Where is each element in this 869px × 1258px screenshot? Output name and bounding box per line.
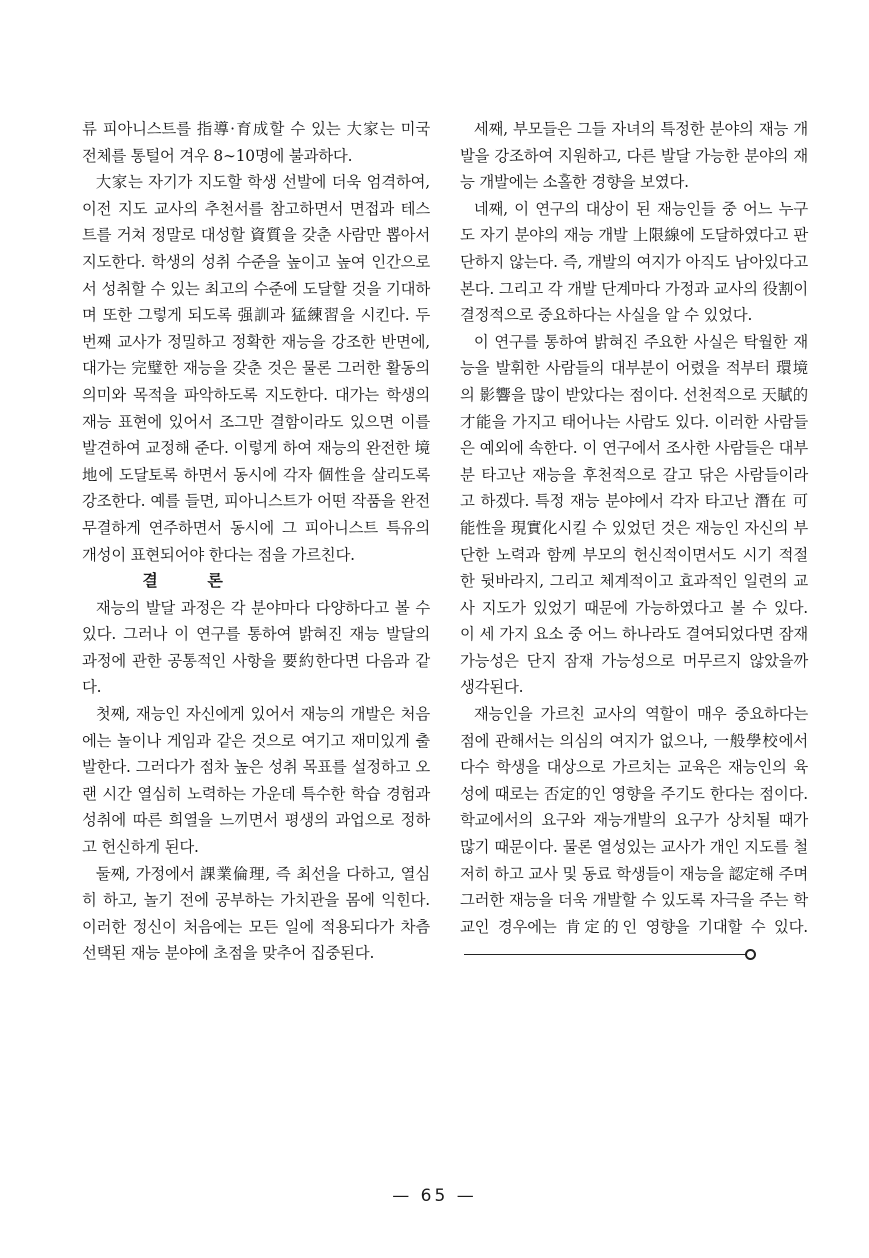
paragraph: 네째, 이 연구의 대상이 된 재능인들 중 어느 누구도 자기 분야의 재능 개발 上限線에 도달하였다고 판단하지 않는다. 즉, 개발의 여지가 아직도 남아있다고 본다. 그리고 각 개발 단계마다 가정과 교사의 役割이 결정적으로 중요하다는 사실을 알 수 있었다. <box>460 199 808 325</box>
left-column <box>82 116 430 967</box>
right-column <box>460 116 808 967</box>
end-rule <box>464 954 746 955</box>
paragraph: 둘째, 가정에서 課業倫理, 즉 최선을 다하고, 열심히 하고, 놀기 전에 공부하는 가치관을 몸에 익힌다. 이러한 정신이 처음에는 모든 일에 적용되다가 차츰 선택된 재능 분야에 초점을 맞추어 집중된다. <box>82 864 430 963</box>
paragraph: 류 피아니스트를 指導·育成할 수 있는 大家는 미국 전체를 통털어 겨우 8∼10명에 불과하다. <box>82 120 430 165</box>
paragraph-text: 재능인을 가르친 교사의 역할이 매우 중요하다는 점에 관해서는 의심의 여지가 없으나, 一般學校에서 다수 학생을 대상으로 가르치는 교육은 재능인의 육성에 때로는 否定的인 영향을 주기도 한다는 점이다. 학교에서의 요구와 재능개발의 요구가 상치될 때가 많기 때문이다. 물론 열성있는 교사가 개인 지도를 철저히 하고 교사 및 동료 학생들이 재능을 認定해 주며 그러한 재능을 더욱 개발할 수 있도록 자극을 주는 학교인 경우에는 肯定的인 영향을 기대할 수 있다. <box>460 705 808 936</box>
paragraph: 세째, 부모들은 그들 자녀의 특정한 분야의 재능 개발을 강조하여 지원하고, 다른 발달 가능한 분야의 재능 개발에는 소홀한 경향을 보였다. <box>460 120 808 192</box>
end-circle-icon <box>745 949 756 960</box>
paragraph <box>460 701 808 967</box>
section-heading: 결 론 <box>142 571 245 591</box>
paragraph: 이 연구를 통하여 밝혀진 주요한 사실은 탁월한 재능을 발휘한 사람들의 대부분이 어렸을 적부터 環境의 影響을 많이 받았다는 점이다. 선천적으로 天賦的 才能을 가지고 태어나는 사람도 있다. 이러한 사람들은 예외에 속한다. 이 연구에서 조사한 사람들은 대부분 타고난 재능을 후천적으로 갈고 닦은 사람들이라고 하겠다. 특정 재능 분야에서 각자 타고난 潛在 可能性을 現實化시킬 수 있었던 것은 재능인 자신의 부단한 노력과 함께 부모의 헌신적이면서도 시기 적절한 뒷바라지, 그리고 체계적이고 효과적인 일련의 교사 지도가 있었기 때문에 가능하였다고 볼 수 있다. 이 세 가지 요소 중 어느 하나라도 결여되었다면 잠재 가능성은 단지 잠재 가능성으로 머무르지 않았을까 생각된다. <box>460 332 808 697</box>
paragraph: 재능의 발달 과정은 각 분야마다 다양하다고 볼 수 있다. 그러나 이 연구를 통하여 밝혀진 재능 발달의 과정에 관한 공통적인 사항을 要約한다면 다음과 같다. <box>82 598 430 697</box>
paragraph: 첫째, 재능인 자신에게 있어서 재능의 개발은 처음에는 놀이나 게임과 같은 것으로 여기고 재미있게 출발한다. 그러다가 점차 높은 성취 목표를 설정하고 오랜 시간 열심히 노력하는 가운데 특수한 학습 경험과 성취에 따른 희열을 느끼면서 평생의 과업으로 정하고 헌신하게 된다. <box>82 705 430 857</box>
page-number: — 65 — <box>392 1186 477 1206</box>
paragraph: 大家는 자기가 지도할 학생 선발에 더욱 엄격하여, 이전 지도 교사의 추천서를 참고하면서 면접과 테스트를 거쳐 정말로 대성할 資質을 갖춘 사람만 뽑아서 지도한다. 학생의 성취 수준을 높이고 높여 인간으로서 성취할 수 있는 최고의 수준에 도달할 것을 기대하며 또한 그렇게 되도록 强訓과 猛練習을 시킨다. 두번째 교사가 정밀하고 정확한 재능을 강조한 반면에, 대가는 完璧한 재능을 갖춘 것은 물론 그러한 활동의 의미와 목적을 파악하도록 지도한다. 대가는 학생의 재능 표현에 있어서 조그만 결함이라도 있으면 이를 발견하여 교정해 준다. 이렇게 하여 재능의 완전한 境地에 도달토록 하면서 동시에 각자 個性을 살리도록 강조한다. 예를 들면, 피아니스트가 어떤 작품을 완전 무결하게 연주하면서 동시에 그 피아니스트 특유의 개성이 표현되어야 한다는 점을 가르친다. <box>82 173 430 564</box>
